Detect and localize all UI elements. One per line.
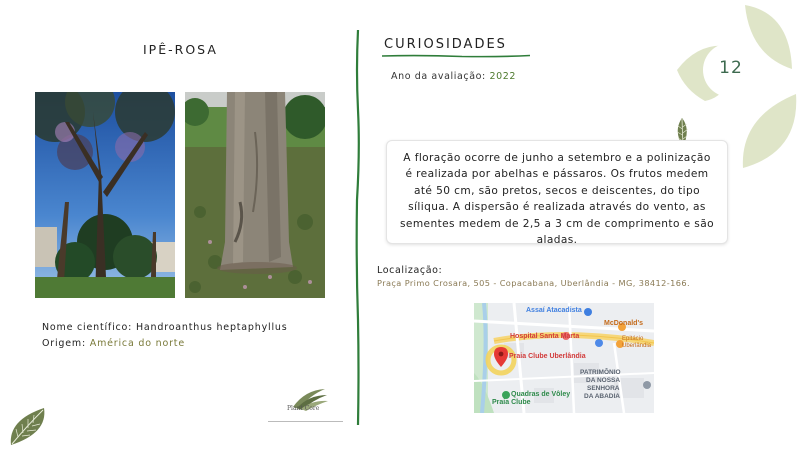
leaf-bottom-right-icon (740, 92, 800, 172)
map-label-patrimonio-4: DA ABADIA (584, 393, 620, 400)
logo-text: Plant Core (287, 405, 320, 412)
curiosities-text: A floração ocorre de junho a setembro e a polinização é realizada por abelhas e pássaros. Os frutos medem até 50 cm, são pretos, secos e deiscentes, do tipo síliqua. A dispersão é realizada através do vento, as sementes medem de 2,5 a 3 cm de comprimento e são aladas. (399, 152, 714, 247)
origin-value: América do norte (89, 338, 185, 349)
map-label-quadras-2: Praia Clube (492, 399, 531, 406)
origin-line (42, 338, 185, 349)
evaluation-year-line (391, 71, 516, 82)
logo-underline (268, 421, 343, 422)
tree-trunk-photo (185, 92, 325, 298)
scientific-name-line (42, 322, 287, 333)
page-number: 12 (719, 58, 743, 78)
map-label-patrimonio-1: PATRIMÔNIO (580, 369, 621, 376)
map-label-assai: Assaí Atacadista (526, 307, 582, 314)
map-label-hospital: Hospital Santa Marta (510, 333, 580, 340)
title-underline (382, 54, 530, 58)
tree-canopy-photo (35, 92, 175, 298)
map-label-patrimonio-2: DA NOSSA (586, 377, 621, 384)
map-label-patrimonio-3: SENHORA (587, 385, 620, 392)
map-label-praia-clube: Praia Clube Uberlândia (509, 353, 586, 360)
location-address: Praça Primo Crosara, 505 - Copacabana, Uberlândia - MG, 38412-166. (377, 278, 690, 288)
map-label-epitacio-1: Epitácio (622, 336, 644, 342)
scientific-label: Nome científico: (42, 322, 133, 333)
map-label-quadras-1: Quadras de Vôley (511, 391, 571, 398)
map-label-epitacio-2: Uberlândia (622, 343, 652, 349)
plant-core-logo (285, 385, 330, 420)
leaf-decoration-icon (8, 405, 48, 447)
location-map[interactable] (474, 303, 654, 413)
vertical-divider (355, 30, 361, 425)
curiosities-title: CURIOSIDADES (384, 37, 507, 52)
location-label: Localização: (377, 265, 443, 276)
curiosities-textbox (386, 140, 728, 247)
species-title: IPÊ-ROSA (143, 42, 218, 57)
map-label-mcdonalds: McDonald's (604, 320, 644, 327)
year-label: Ano da avaliação: (391, 71, 486, 82)
scientific-name: Handroanthus heptaphyllus (135, 322, 288, 333)
year-value: 2022 (489, 71, 517, 82)
origin-label: Origem: (42, 338, 86, 349)
